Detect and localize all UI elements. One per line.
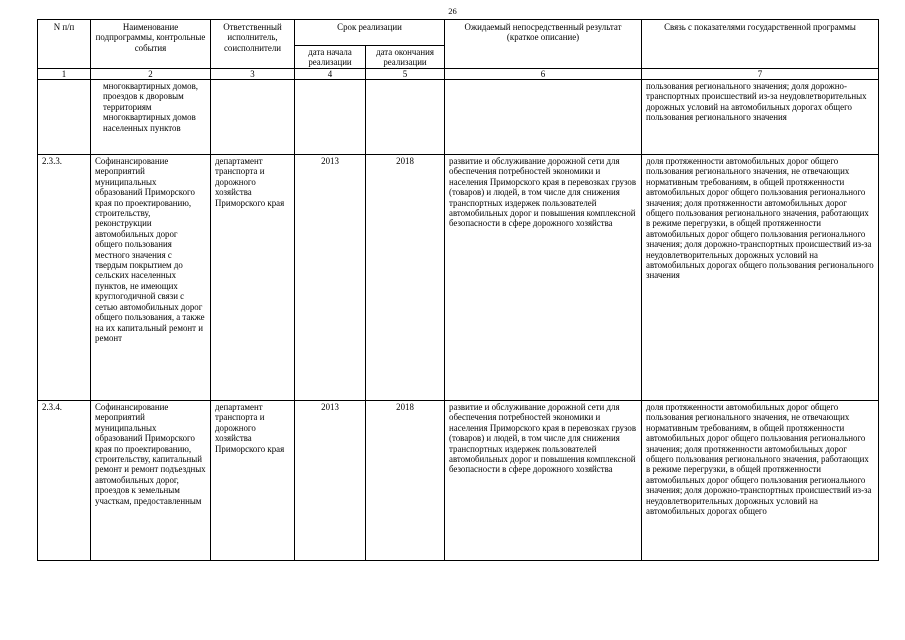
row-executor xyxy=(211,80,295,155)
col-number: 2 xyxy=(91,69,211,80)
row-result: развитие и обслуживание дорожной сети для обеспечения потребностей экономики и населения Приморского края в перевозках грузов (товаров) и людей, в том числе для снижения транспортных издержек пользователей автомобильных дорог и повышения комплексной безопасности в сфере дорожного хозяйства xyxy=(445,401,642,561)
table-row xyxy=(38,155,879,401)
row-name: многоквартирных домов, проездов к дворовым территориям многоквартирных домов населенных пунктов xyxy=(91,80,211,155)
page-number: 26 xyxy=(448,6,457,16)
row-start: 2013 xyxy=(295,155,366,401)
row-end: 2018 xyxy=(366,155,445,401)
row-number: 2.3.4. xyxy=(38,401,91,561)
row-name: Софинансирование мероприятий муниципальных образований Приморского края по проектированию, строительству, капитальный ремонт и ремонт подъездных автомобильных дорог, проездов к земельным участкам, предоставленным xyxy=(91,401,211,561)
row-end: 2018 xyxy=(366,401,445,561)
row-end xyxy=(366,80,445,155)
col-number: 5 xyxy=(366,69,445,80)
col-number: 1 xyxy=(38,69,91,80)
header-name: Наименование подпрограммы, контрольные события xyxy=(91,20,211,69)
header-end: дата окончания реализации xyxy=(366,46,445,69)
row-name: Софинансирование мероприятий муниципальных образований Приморского края по проектированию, строительству, реконструкции автомобильных дорог общего пользования местного значения с твердым покрытием до сельских населенных пунктов, не имеющих круглогодичной связи с сетью автомобильных дорог общего пользования, а также на их капитальный ремонт и ремонт xyxy=(91,155,211,401)
row-link: доля протяженности автомобильных дорог общего пользования регионального значения, не отвечающих нормативным требованиям, в общей протяженности автомобильных дорог общего пользования регионального значения; доля протяженности автомобильных дорог общего пользования регионального значения, работающих в режиме перегрузки, в общей протяженности автомобильных дорог общего пользования регионального значения; доля дорожно-транспортных происшествий из-за неудовлетворительных дорожных условий на автомобильных дорогах общего пользования регионального значения xyxy=(642,155,879,401)
row-number xyxy=(38,80,91,155)
row-result: развитие и обслуживание дорожной сети для обеспечения потребностей экономики и населения Приморского края в перевозках грузов (товаров) и людей, в том числе для снижения транспортных издержек пользователей автомобильных дорог и повышения комплексной безопасности в сфере дорожного хозяйства xyxy=(445,155,642,401)
col-number: 7 xyxy=(642,69,879,80)
header-start: дата начала реализации xyxy=(295,46,366,69)
table-row xyxy=(38,401,879,561)
row-executor: департамент транспорта и дорожного хозяйства Приморского края xyxy=(211,401,295,561)
row-link: доля протяженности автомобильных дорог общего пользования регионального значения, не отвечающих нормативным требованиям, в общей протяженности автомобильных дорог общего пользования регионального значения; доля протяженности автомобильных дорог общего пользования регионального значения, работающих в режиме перегрузки, в общей протяженности автомобильных дорог общего пользования регионального значения; доля дорожно-транспортных происшествий из-за неудовлетворительных дорожных условий на автомобильных дорогах общего xyxy=(642,401,879,561)
col-number: 3 xyxy=(211,69,295,80)
col-number: 4 xyxy=(295,69,366,80)
table-row xyxy=(38,80,879,155)
program-table xyxy=(37,19,879,561)
row-link: пользования регионального значения; доля дорожно-транспортных происшествий из-за неудовлетворительных дорожных условий на автомобильных дорогах общего пользования регионального значения xyxy=(642,80,879,155)
header-num: N п/п xyxy=(38,20,91,69)
col-number: 6 xyxy=(445,69,642,80)
header-executor: Ответственный исполнитель, соисполнители xyxy=(211,20,295,69)
row-start xyxy=(295,80,366,155)
header-link: Связь с показателями государственной программы xyxy=(642,20,879,69)
header-period: Срок реализации xyxy=(295,20,445,46)
header-result: Ожидаемый непосредственный результат (краткое описание) xyxy=(445,20,642,69)
row-start: 2013 xyxy=(295,401,366,561)
row-executor: департамент транспорта и дорожного хозяйства Приморского края xyxy=(211,155,295,401)
row-number: 2.3.3. xyxy=(38,155,91,401)
row-result xyxy=(445,80,642,155)
